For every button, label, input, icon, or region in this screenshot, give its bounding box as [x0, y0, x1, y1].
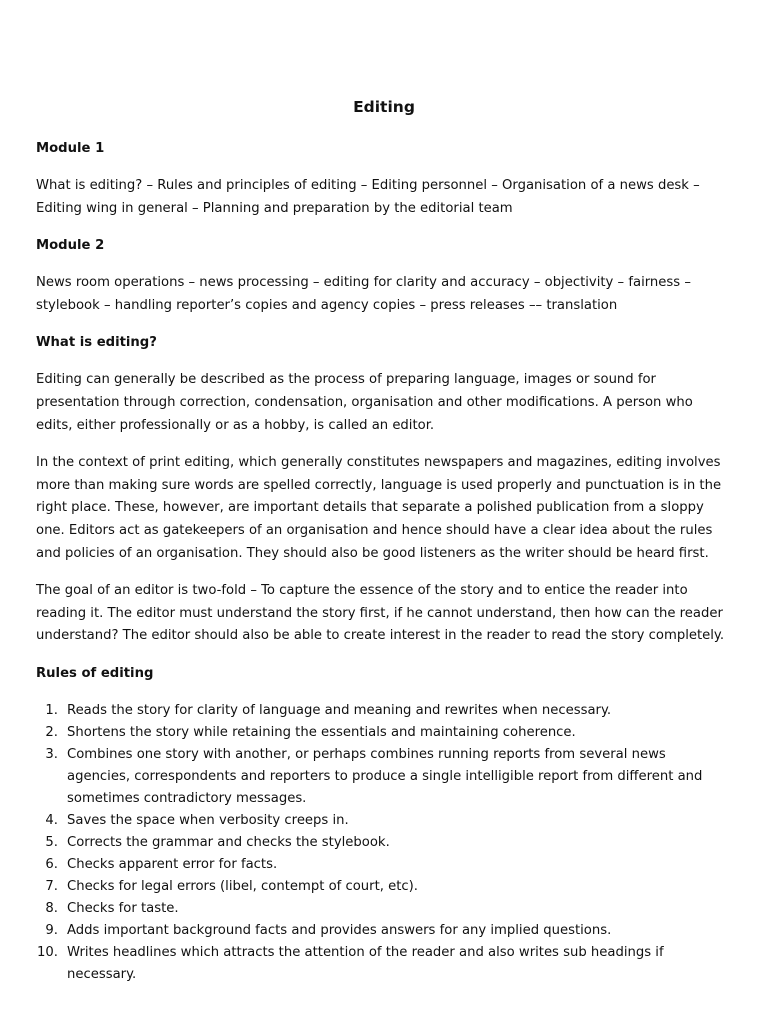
list-item: [36, 810, 732, 832]
list-item-number: 5.: [45, 834, 58, 850]
module-2-text: News room operations – news processing – editing for clarity and accuracy – objectivity – fairness – stylebook – handling reporter’s copies and agency copies – press releases –– translation: [36, 275, 691, 313]
list-item-text: Adds important background facts and provides answers for any implied questions.: [67, 922, 612, 938]
list-item-text: Writes headlines which attracts the attention of the reader and also writes sub headings if necessary.: [67, 944, 664, 982]
module-1-heading: Module 1: [36, 141, 105, 156]
list-item-text: Shortens the story while retaining the essentials and maintaining coherence.: [67, 724, 576, 740]
list-item-number: 10.: [37, 944, 58, 960]
module-2-heading: Module 2: [36, 238, 105, 254]
what-is-editing-heading: What is editing?: [36, 335, 157, 351]
list-item-number: 9.: [45, 922, 58, 938]
list-item-text: Checks apparent error for facts.: [67, 856, 278, 872]
list-item-text: Checks for taste.: [67, 900, 179, 916]
what-is-editing-paragraph-2: In the context of print editing, which generally constitutes newspapers and magazines, editing involves more than making sure words are spelled correctly, language is used properly and punctuation is in the right place. These, however, are important details that separate a polished publication from a sloppy one. Editors act as gatekeepers of an organisation and hence should have a clear idea about the rules and policies of an organisation. They should also be good listeners as the writer should be heard first.: [36, 455, 722, 561]
list-item-text: Reads the story for clarity of language and meaning and rewrites when necessary.: [67, 702, 612, 718]
list-item-number: 6.: [45, 856, 58, 872]
rules-of-editing-heading: Rules of editing: [36, 665, 154, 681]
list-item-number: 8.: [45, 900, 58, 916]
list-item-number: 3.: [45, 746, 58, 762]
module-1-text: What is editing? – Rules and principles of editing – Editing personnel – Organisation of a news desk – Editing wing in general – Planning and preparation by the editorial team: [36, 178, 700, 216]
list-item: [36, 722, 732, 744]
list-item: [36, 876, 732, 898]
list-item-number: 4.: [45, 812, 58, 828]
what-is-editing-paragraph-1: Editing can generally be described as the process of preparing language, images or sound for presentation through correction, condensation, organisation and other modifications. A person who edits, either professionally or as a hobby, is called an editor.: [36, 372, 693, 433]
list-item-number: 1.: [45, 702, 58, 718]
what-is-editing-paragraph-3: The goal of an editor is two-fold – To capture the essence of the story and to entice the reader into reading it. The editor must understand the story first, if he cannot understand, then how can the reader understand? The editor should also be able to create interest in the reader to read the story completely.: [36, 583, 725, 644]
document-title: Editing: [353, 98, 415, 116]
list-item: [36, 700, 732, 722]
list-item-text: Combines one story with another, or perhaps combines running reports from several news agencies, correspondents and reporters to produce a single intelligible report from different and sometimes contradictory messages.: [67, 746, 703, 806]
list-item: [36, 854, 732, 876]
list-item: [36, 920, 732, 942]
rules-list: [36, 700, 732, 986]
list-item-number: 7.: [45, 878, 58, 894]
list-item: [36, 744, 732, 810]
list-item-number: 2.: [45, 724, 58, 740]
list-item: [36, 942, 732, 986]
list-item-text: Saves the space when verbosity creeps in.: [67, 812, 349, 828]
list-item-text: Corrects the grammar and checks the stylebook.: [67, 834, 390, 850]
list-item: [36, 898, 732, 920]
list-item: [36, 832, 732, 854]
list-item-text: Checks for legal errors (libel, contempt of court, etc).: [67, 878, 419, 894]
